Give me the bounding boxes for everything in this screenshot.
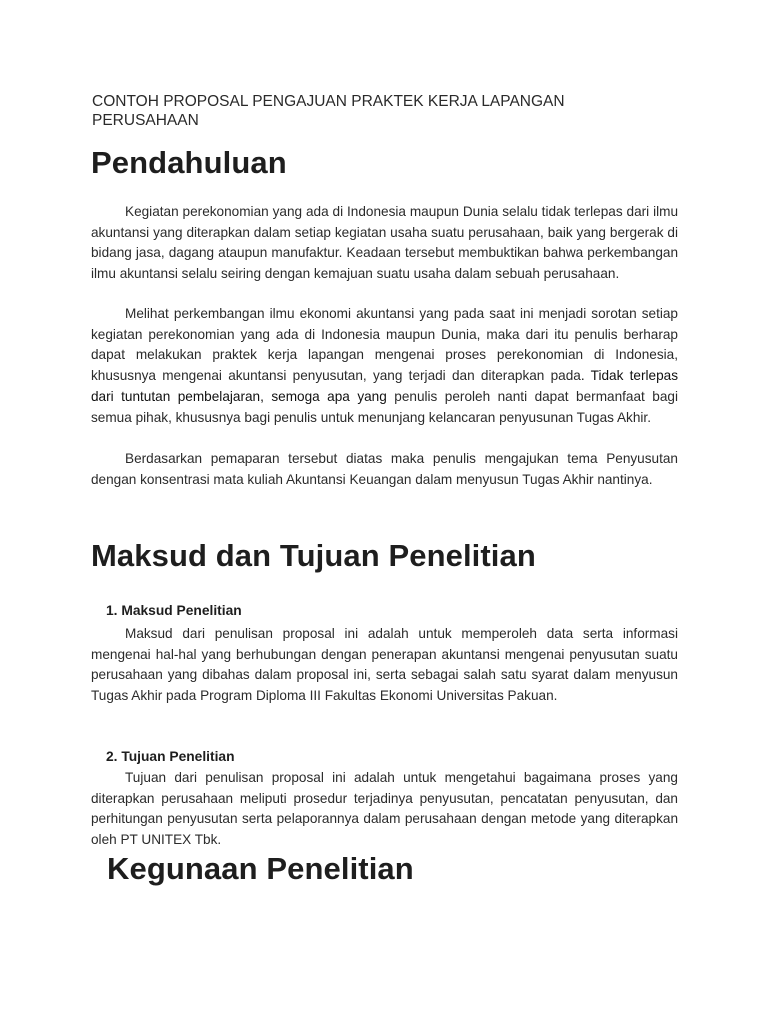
paragraph-tujuan [91,768,678,851]
paragraph-text: Melihat perkembangan ilmu ekonomi akuntansi yang pada saat ini menjadi sorotan setiap kegiatan perekonomian yang ada di Indonesia maupun Dunia, maka dari itu penulis berharap dapat melakukan praktek kerja lapangan mengenai proses perekonomian di Indonesia, khususnya mengenai akuntansi penyusutan, yang terjadi dan diterapkan pada [91,306,678,384]
paragraph-pendahuluan-1 [91,202,678,285]
paragraph-pendahuluan-2 [91,304,678,428]
paragraph-maksud [91,624,678,707]
paragraph-text: Kegiatan perekonomian yang ada di Indonesia maupun Dunia selalu tidak terlepas dari ilmu akuntansi yang diterapkan dalam setiap kegiatan usaha suatu perusahaan, baik yang bergerak di bidang jasa, dagang ataupun manufaktur. Keadaan tersebut membuktikan bahwa perkembangan ilmu akuntansi selalu seiring dengan kemajuan suatu usaha dalam sebuah perusahaan. [91,204,678,282]
paragraph-text: Berdasarkan pemaparan tersebut diatas maka penulis mengajukan tema Penyusutan dengan konsentrasi mata kuliah Akuntansi Keuangan dalam menyusun Tugas Akhir nantinya. [91,451,678,487]
paragraph-text: penulis peroleh nanti dapat bermanfaat bagi semua pihak, khususnya bagi penulis untuk menunjang kelancaran penyusunan Tugas Akhir. [91,388,678,425]
paragraph-pendahuluan-3 [91,449,678,490]
heading-pendahuluan: Pendahuluan [91,145,287,180]
document-title: CONTOH PROPOSAL PENGAJUAN PRAKTEK KERJA LAPANGAN PERUSAHAAN [92,93,565,129]
subheading-maksud: 1. Maksud Penelitian [106,603,242,618]
heading-maksud-tujuan: Maksud dan Tujuan Penelitian [91,538,536,573]
highlighted-text: . Tidak terlepas dari tuntutan pembelajaran, semoga apa yang [91,368,679,404]
paragraph-text: Tujuan dari penulisan proposal ini adalah untuk mengetahui bagaimana proses yang diterapkan perusahaan meliputi prosedur terjadinya penyusutan, pencatatan penyusutan, dan perhitungan penyusutan serta pelaporannya dalam perusahaan dengan metode yang diterapkan oleh PT UNITEX Tbk. [91,770,678,848]
paragraph-text: Maksud dari penulisan proposal ini adalah untuk memperoleh data serta informasi mengenai hal-hal yang berhubungan dengan penerapan akuntansi mengenai penyusutan suatu perusahaan yang dibahas dalam proposal ini, serta sebagai salah satu syarat dalam menyusun Tugas Akhir pada Program Diploma III Fakultas Ekonomi Universitas Pakuan. [91,626,678,704]
subheading-tujuan: 2. Tujuan Penelitian [106,749,235,764]
heading-kegunaan: Kegunaan Penelitian [107,851,414,886]
